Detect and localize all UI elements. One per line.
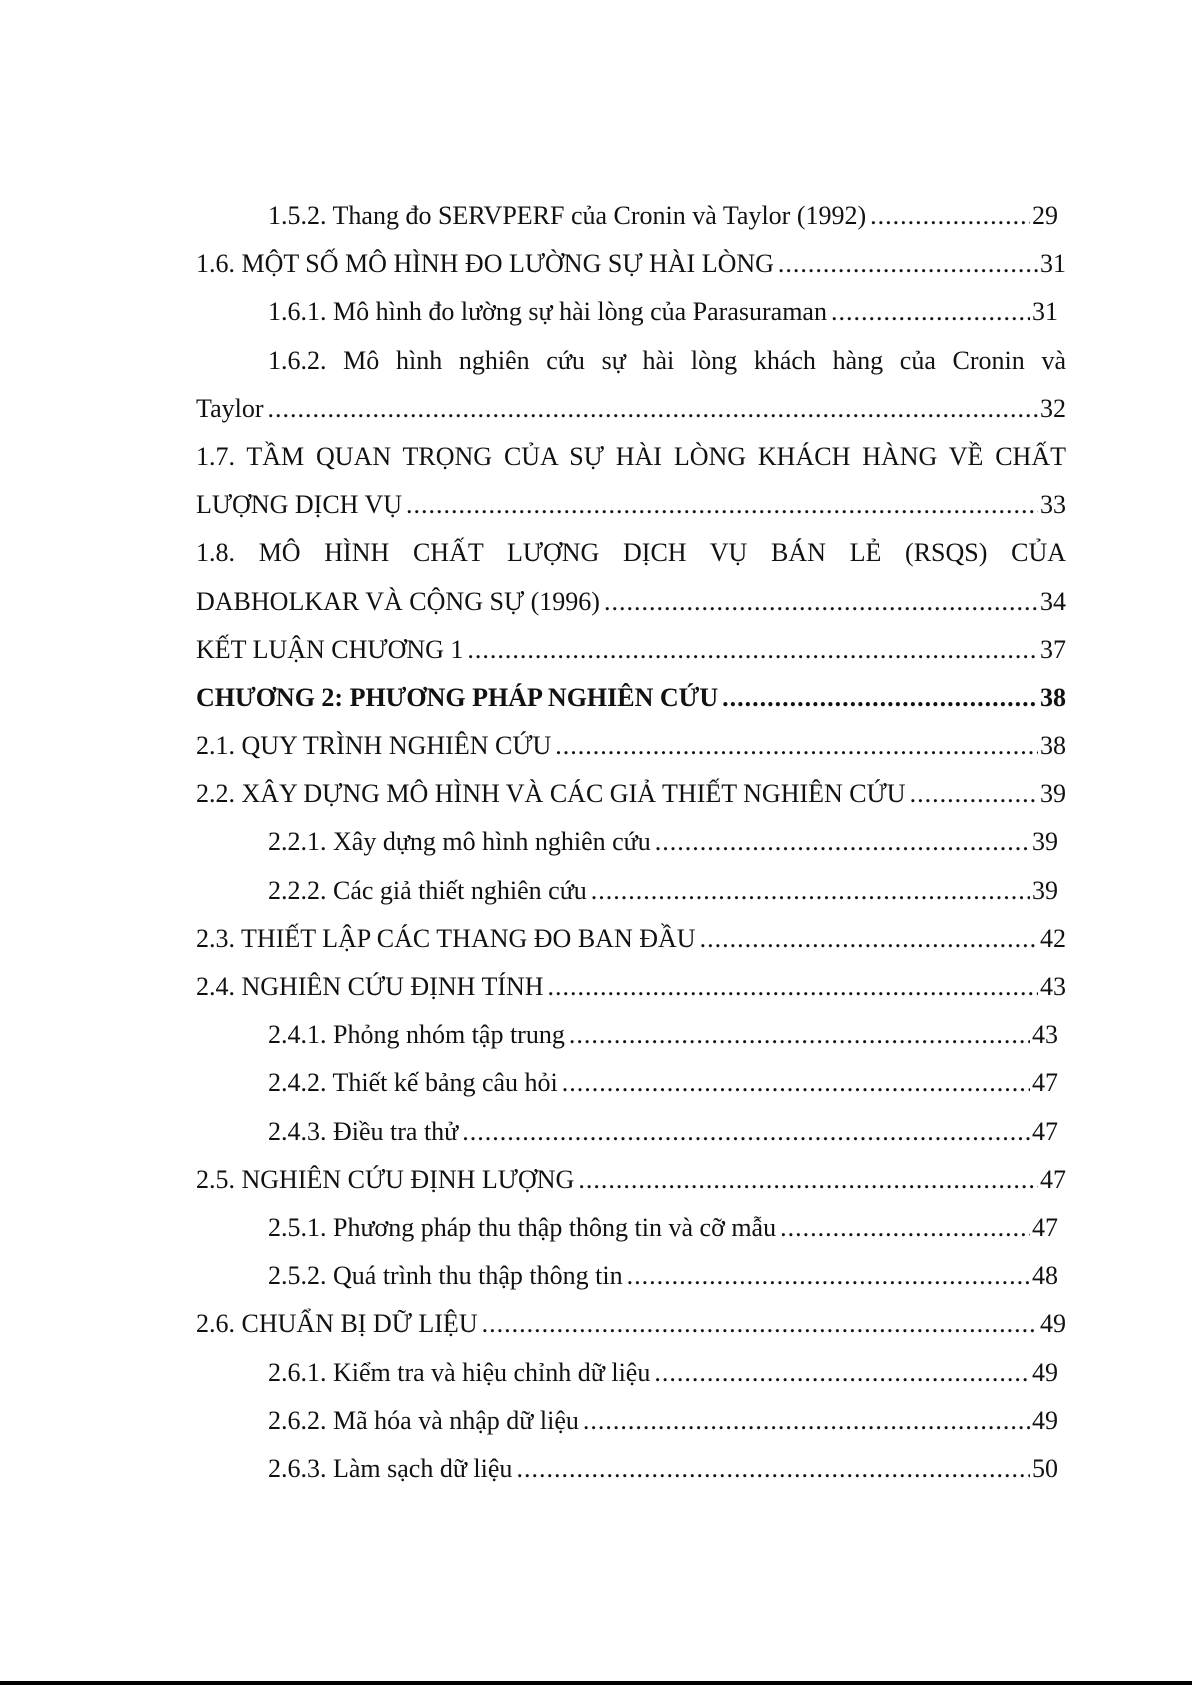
- toc-entry-line1[interactable]: [196, 337, 1066, 385]
- toc-page-number: 42: [1040, 923, 1066, 953]
- toc-page-number: 29: [1032, 201, 1058, 230]
- toc-leader-dots: [831, 288, 1030, 336]
- toc-leader-dots: [268, 385, 1039, 433]
- toc-page-number: 31: [1040, 249, 1066, 279]
- toc-entry[interactable]: [196, 1204, 1058, 1252]
- toc-entry-label: 2.5.2. Quá trình thu thập thông tin: [268, 1261, 623, 1291]
- toc-entry[interactable]: [196, 1011, 1058, 1059]
- toc-entry[interactable]: [196, 1445, 1058, 1493]
- toc-page-number: 39: [1032, 875, 1058, 905]
- toc-entry-label: 2.6.1. Kiểm tra và hiệu chỉnh dữ liệu: [268, 1357, 651, 1387]
- toc-entry-line2[interactable]: [196, 481, 1066, 529]
- toc-leader-dots: [604, 578, 1038, 626]
- toc-leader-dots: [569, 1011, 1030, 1059]
- toc-entry[interactable]: [196, 1397, 1058, 1445]
- toc-page-number: 47: [1032, 1068, 1058, 1098]
- toc-entry-label: 2.6. CHUẨN BỊ DỮ LIỆU: [196, 1309, 478, 1339]
- toc-page-number: 49: [1032, 1405, 1058, 1435]
- toc-page-number: 31: [1032, 297, 1058, 327]
- toc-entry[interactable]: [196, 240, 1066, 288]
- toc-page-number: 47: [1040, 1164, 1066, 1194]
- toc-entry-label: 2.2. XÂY DỰNG MÔ HÌNH VÀ CÁC GIẢ THIẾT NGHIÊN CỨU: [196, 779, 906, 809]
- toc-entry-label: 2.4.3. Điều tra thử: [268, 1116, 459, 1146]
- toc-leader-dots: [778, 240, 1038, 288]
- toc-entry-label: 2.2.2. Các giả thiết nghiên cứu: [268, 875, 587, 905]
- toc-leader-dots: [548, 963, 1038, 1011]
- toc-entry[interactable]: [196, 915, 1066, 963]
- toc-page-number: 48: [1032, 1261, 1058, 1291]
- toc-entry-label: KẾT LUẬN CHƯƠNG 1: [196, 634, 464, 664]
- toc-leader-dots: [722, 674, 1038, 722]
- toc-page-number: 32: [1040, 393, 1066, 423]
- toc-page-number: 50: [1032, 1453, 1058, 1483]
- toc-leader-dots: [591, 867, 1030, 915]
- toc-page-number: 49: [1032, 1357, 1058, 1387]
- toc-leader-dots: [870, 192, 1030, 240]
- toc-entry[interactable]: [196, 1156, 1066, 1204]
- toc-page-number: 38: [1040, 682, 1066, 712]
- toc-entry-label: CHƯƠNG 2: PHƯƠNG PHÁP NGHIÊN CỨU: [196, 682, 719, 712]
- toc-entry[interactable]: [196, 1300, 1066, 1348]
- toc-page-number: 49: [1040, 1309, 1066, 1339]
- toc-page-number: 39: [1032, 827, 1058, 857]
- toc-entry[interactable]: [196, 1059, 1058, 1107]
- toc-leader-dots: [578, 1156, 1038, 1204]
- toc-entry[interactable]: [196, 192, 1058, 240]
- toc-page-number: 47: [1032, 1212, 1058, 1242]
- toc-entry[interactable]: [196, 626, 1066, 674]
- toc-leader-dots: [562, 1059, 1030, 1107]
- toc-page-number: 34: [1040, 586, 1066, 616]
- toc-entry[interactable]: [196, 1349, 1058, 1397]
- toc-leader-dots: [462, 1108, 1030, 1156]
- toc-leader-dots: [482, 1300, 1038, 1348]
- toc-entry-label: 2.1. QUY TRÌNH NGHIÊN CỨU: [196, 731, 552, 761]
- toc-entry-label: 1.5.2. Thang đo SERVPERF của Cronin và Taylor (1992): [268, 201, 867, 230]
- toc-leader-dots: [627, 1252, 1030, 1300]
- toc-entry[interactable]: [196, 770, 1066, 818]
- toc-leader-dots: [406, 481, 1038, 529]
- toc-entry[interactable]: [196, 963, 1066, 1011]
- toc-entry[interactable]: [196, 1108, 1058, 1156]
- toc-leader-dots: [780, 1204, 1030, 1252]
- toc-entry-label: 1.6. MỘT SỐ MÔ HÌNH ĐO LƯỜNG SỰ HÀI LÒNG: [196, 249, 774, 279]
- toc-entry-line2[interactable]: [196, 385, 1066, 433]
- toc-leader-dots: [516, 1445, 1030, 1493]
- toc-page-number: 43: [1032, 1020, 1058, 1050]
- toc-leader-dots: [654, 1349, 1030, 1397]
- toc-entry-label: 1.7. TẦM QUAN TRỌNG CỦA SỰ HÀI LÒNG KHÁCH HÀNG VỀ CHẤT: [196, 441, 1066, 471]
- toc-entry-line2[interactable]: [196, 578, 1066, 626]
- toc-entry[interactable]: [196, 818, 1058, 866]
- toc-entry-label: 1.6.1. Mô hình đo lường sự hài lòng của Parasuraman: [268, 297, 827, 327]
- toc-entry-line1[interactable]: [196, 529, 1066, 577]
- toc-entry[interactable]: [196, 1252, 1058, 1300]
- toc-entry-label: 2.3. THIẾT LẬP CÁC THANG ĐO BAN ĐẦU: [196, 923, 696, 953]
- toc-chapter-entry[interactable]: [196, 674, 1066, 722]
- toc-leader-dots: [583, 1397, 1030, 1445]
- toc-entry-label: 2.5. NGHIÊN CỨU ĐỊNH LƯỢNG: [196, 1164, 575, 1194]
- toc-entry-label: 2.4.2. Thiết kế bảng câu hỏi: [268, 1068, 558, 1098]
- toc-page-number: 43: [1040, 972, 1066, 1001]
- toc-entry-label: Taylor: [196, 393, 264, 423]
- toc-leader-dots: [700, 915, 1038, 963]
- toc-page-number: 37: [1040, 634, 1066, 664]
- toc-entry-label: LƯỢNG DỊCH VỤ: [196, 490, 403, 520]
- toc-entry-label: 2.2.1. Xây dựng mô hình nghiên cứu: [268, 827, 651, 857]
- toc-entry-label: 1.6.2. Mô hình nghiên cứu sự hài lòng khách hàng của Cronin và: [268, 345, 1066, 375]
- toc-entry-label: 2.6.2. Mã hóa và nhập dữ liệu: [268, 1405, 579, 1435]
- table-of-contents: [196, 192, 1066, 1493]
- toc-page-number: 39: [1040, 779, 1066, 809]
- toc-page-number: 33: [1040, 490, 1066, 520]
- toc-page-number: 47: [1032, 1116, 1058, 1146]
- toc-entry[interactable]: [196, 722, 1066, 770]
- toc-leader-dots: [467, 626, 1038, 674]
- toc-entry-label: DABHOLKAR VÀ CỘNG SỰ (1996): [196, 586, 600, 616]
- toc-entry-label: 2.4. NGHIÊN CỨU ĐỊNH TÍNH: [196, 972, 544, 1001]
- toc-leader-dots: [555, 722, 1038, 770]
- toc-entry-label: 2.4.1. Phỏng nhóm tập trung: [268, 1020, 565, 1050]
- toc-entry[interactable]: [196, 288, 1058, 336]
- toc-leader-dots: [655, 818, 1030, 866]
- toc-entry[interactable]: [196, 867, 1058, 915]
- page-bottom-border: [0, 1681, 1192, 1685]
- toc-leader-dots: [910, 770, 1038, 818]
- toc-entry-label: 2.6.3. Làm sạch dữ liệu: [268, 1453, 513, 1483]
- toc-entry-line1[interactable]: [196, 433, 1066, 481]
- toc-page-number: 38: [1040, 731, 1066, 761]
- toc-entry-label: 2.5.1. Phương pháp thu thập thông tin và cỡ mẫu: [268, 1212, 777, 1242]
- toc-entry-label: 1.8. MÔ HÌNH CHẤT LƯỢNG DỊCH VỤ BÁN LẺ (RSQS) CỦA: [196, 538, 1066, 568]
